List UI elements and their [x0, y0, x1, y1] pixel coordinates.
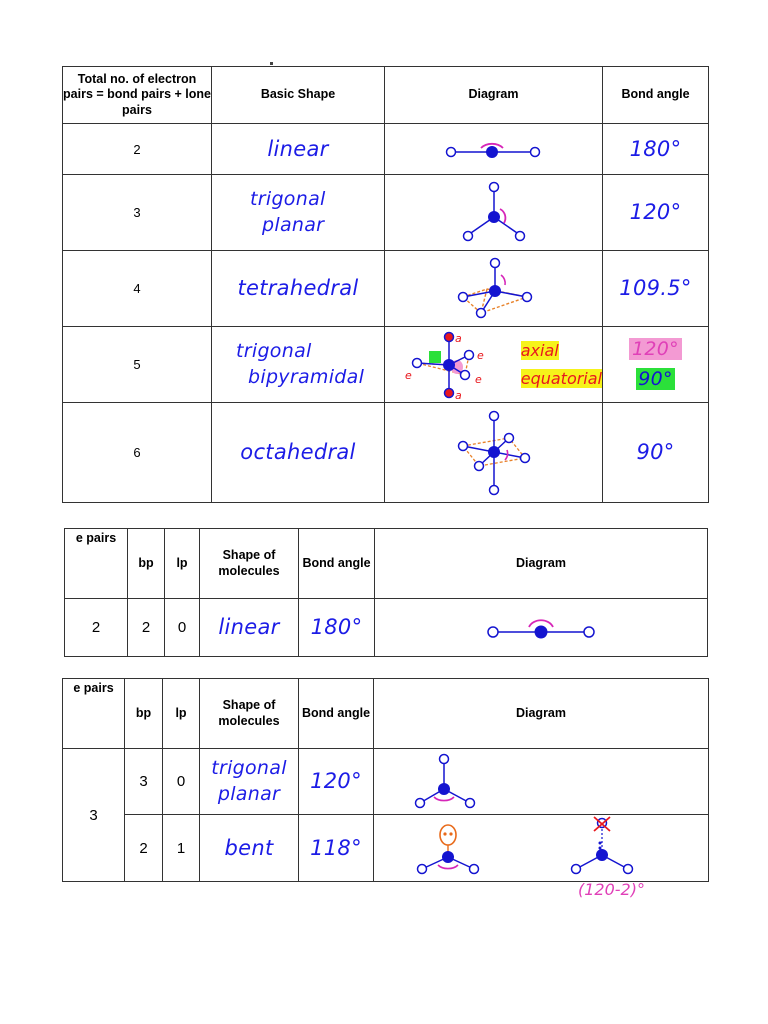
bp-cell: 2: [125, 815, 163, 882]
bond-angle-value: 109.5°: [619, 276, 692, 301]
trigonal-bipyramidal-molecule-icon: [405, 329, 505, 401]
shape-name-line1: trigonal: [250, 187, 326, 210]
electron-pairs-2-table: [64, 528, 708, 657]
trigonal-planar-molecule-icon: [454, 179, 534, 247]
header-e-pairs: e pairs: [63, 679, 125, 749]
bond-angle-cell: [299, 599, 375, 657]
header-diagram: Diagram: [385, 67, 603, 124]
shape-name: bent: [224, 835, 274, 860]
shape-name-line2: bipyramidal: [248, 365, 365, 388]
bp-cell: 3: [125, 749, 163, 815]
table-header-row: [65, 529, 708, 599]
bond-angle-value: 120°: [310, 769, 362, 794]
bond-angle-cell: [299, 815, 374, 882]
equatorial-marker: e: [476, 348, 484, 362]
shape-cell: [212, 175, 385, 251]
header-shape-of-molecules: Shape of molecules: [200, 679, 299, 749]
table-row: [63, 124, 709, 175]
equatorial-angle: 90°: [638, 367, 673, 390]
diagram-cell: [385, 124, 603, 175]
header-bond-angle: Bond angle: [299, 679, 374, 749]
header-electron-pairs: Total no. of electron pairs = bond pairs + lone pairs: [63, 67, 212, 124]
equatorial-label: equatorial: [520, 368, 602, 388]
shape-name-line1: trigonal: [211, 756, 287, 779]
bond-angle-value: 118°: [310, 835, 362, 860]
stray-mark: [270, 62, 273, 65]
bond-angle-cell: [603, 175, 709, 251]
header-lp: lp: [165, 529, 200, 599]
diagram-cell: [385, 251, 603, 327]
electron-pairs-cell: 6: [63, 403, 212, 503]
shape-cell: [200, 815, 299, 882]
shape-name: linear: [267, 136, 329, 161]
lp-cell: 0: [163, 749, 200, 815]
diagram-cell: [374, 749, 709, 815]
diagram-cell: [374, 815, 709, 882]
table-row: [63, 403, 709, 503]
header-basic-shape: Basic Shape: [212, 67, 385, 124]
tetrahedral-molecule-icon: [449, 255, 539, 323]
table-row: [63, 175, 709, 251]
diagram-cell: [375, 599, 708, 657]
header-diagram: Diagram: [374, 679, 709, 749]
diagram-cell: [385, 403, 603, 503]
bent-molecule-icon: [410, 821, 486, 881]
trigonal-planar-molecule-icon: [410, 751, 480, 813]
shape-name-line2: planar: [217, 782, 281, 805]
header-shape-of-molecules: Shape of molecules: [200, 529, 299, 599]
header-e-pairs: e pairs: [65, 529, 128, 599]
table-row: [63, 749, 709, 815]
axial-marker: a: [454, 331, 462, 345]
electron-pairs-cell: 2: [63, 124, 212, 175]
shape-name: octahedral: [240, 440, 356, 465]
linear-molecule-icon: [439, 133, 549, 165]
shape-name: linear: [218, 615, 280, 640]
bond-angle-cell: [299, 749, 374, 815]
shape-cell: [212, 403, 385, 503]
electron-pairs-cell: 4: [63, 251, 212, 327]
shape-name-line2: planar: [262, 213, 325, 236]
electron-pairs-cell: 5: [63, 327, 212, 403]
table-row: [65, 599, 708, 657]
shape-name-line1: trigonal: [236, 339, 312, 362]
bond-angle-cell: [603, 251, 709, 327]
shape-cell: [212, 327, 385, 403]
shape-cell: [212, 251, 385, 327]
bond-angle-annotation: (120-2)°: [578, 880, 645, 899]
octahedral-molecule-icon: [449, 408, 539, 498]
axial-marker: a: [454, 388, 462, 401]
table-header-row: [63, 679, 709, 749]
diagram-cell: [385, 327, 603, 403]
shape-cell: [212, 124, 385, 175]
bond-angle-value: 180°: [629, 136, 682, 161]
equatorial-marker: e: [474, 372, 482, 386]
bp-cell: 2: [128, 599, 165, 657]
shape-cell: [200, 599, 299, 657]
lp-cell: 0: [165, 599, 200, 657]
bond-angle-value: 180°: [310, 615, 363, 640]
bond-angle-cell: [603, 327, 709, 403]
table-header-row: [63, 67, 709, 124]
table-row: [63, 327, 709, 403]
table-row: [63, 251, 709, 327]
e-pairs-cell: 3: [63, 749, 125, 882]
axial-label: axial: [520, 341, 559, 361]
e-pairs-cell: 2: [65, 599, 128, 657]
equatorial-marker: e: [404, 368, 412, 382]
header-bond-angle: Bond angle: [603, 67, 709, 124]
shape-cell: [200, 749, 299, 815]
bent-molecule-sketch-icon: [566, 815, 636, 881]
header-bp: bp: [128, 529, 165, 599]
electron-pairs-cell: 3: [63, 175, 212, 251]
electron-pairs-3-table: [62, 678, 709, 882]
header-lp: lp: [163, 679, 200, 749]
bond-angle-value: 90°: [636, 440, 675, 465]
bond-angle-value: 120°: [629, 200, 682, 225]
axial-angle: 120°: [603, 337, 708, 363]
bond-angle-cell: [603, 403, 709, 503]
table-row: [63, 815, 709, 882]
header-bp: bp: [125, 679, 163, 749]
shape-name: tetrahedral: [237, 276, 359, 301]
lp-cell: 1: [163, 815, 200, 882]
linear-molecule-icon: [481, 612, 601, 644]
diagram-cell: [385, 175, 603, 251]
header-diagram: Diagram: [375, 529, 708, 599]
header-bond-angle: Bond angle: [299, 529, 375, 599]
bond-angle-cell: [603, 124, 709, 175]
vsepr-basic-shapes-table: [62, 66, 709, 503]
